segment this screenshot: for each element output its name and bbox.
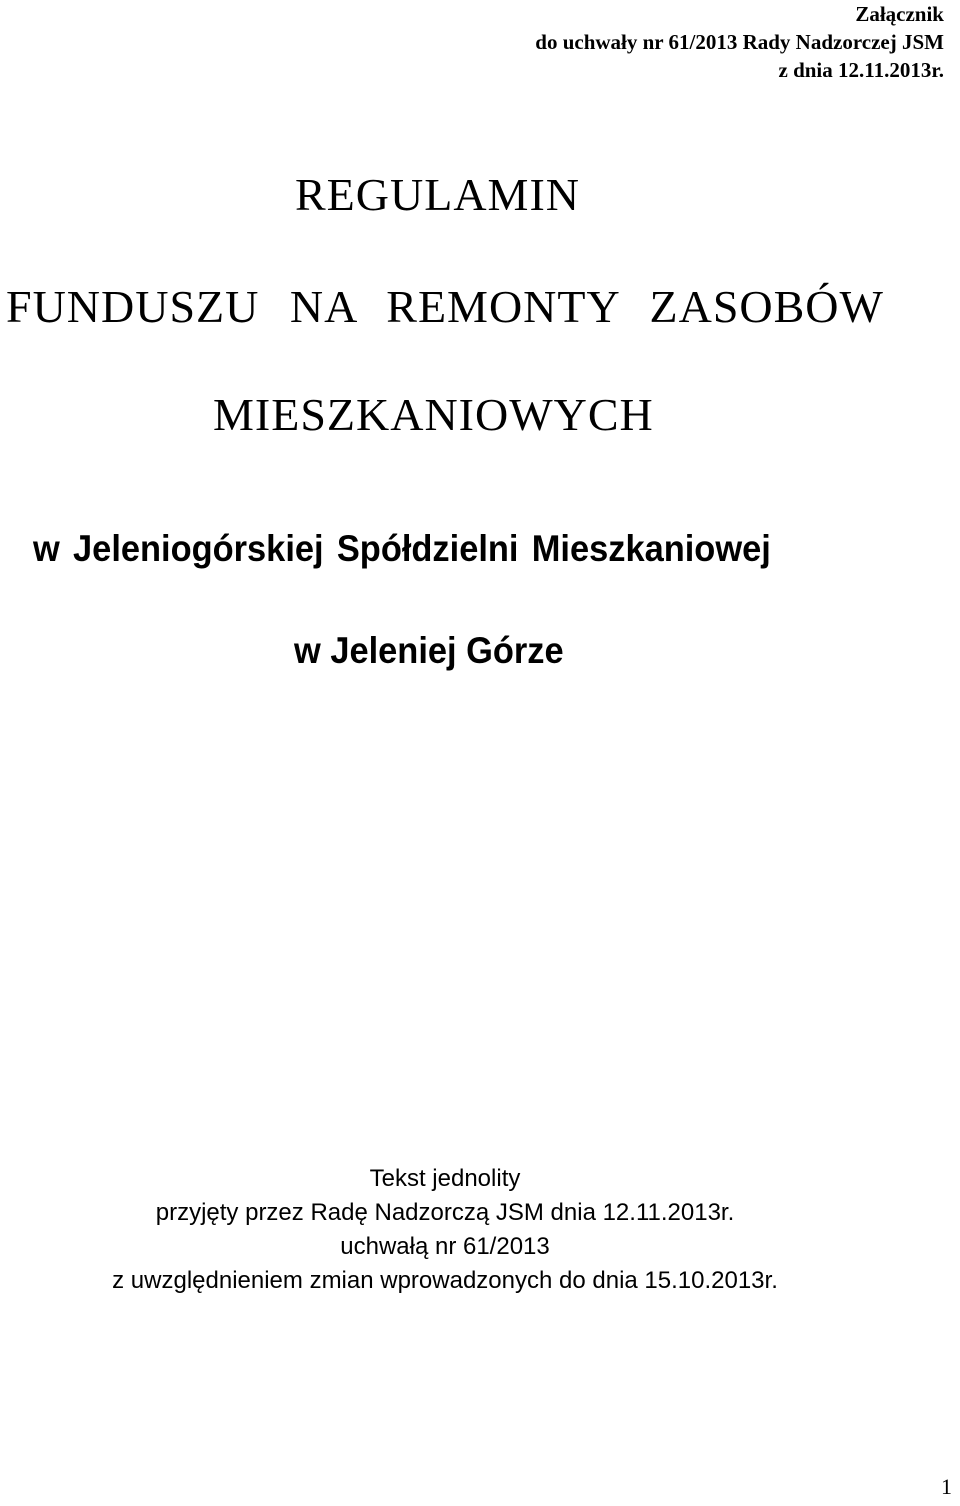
footer-line-consolidated: Tekst jednolity xyxy=(369,1165,521,1192)
resolution-date: z dnia 12.11.2013r. xyxy=(778,58,944,82)
document-title: REGULAMIN xyxy=(295,169,580,220)
cooperative-name: w Jeleniogórskiej Spółdzielni Mieszkaniowej xyxy=(33,528,771,569)
page-number: 1 xyxy=(941,1474,952,1499)
document-subtitle-housing: MIESZKANIOWYCH xyxy=(213,389,654,440)
consolidated-text-note xyxy=(0,1162,890,1298)
footer-line-amendments: z uwzględnieniem zmian wprowadzonych do dnia 15.10.2013r. xyxy=(112,1267,778,1294)
attachment-header xyxy=(535,0,944,84)
footer-line-adopted: przyjęty przez Radę Nadzorczą JSM dnia 12.11.2013r. xyxy=(155,1199,735,1226)
attachment-label: Załącznik xyxy=(855,2,944,26)
resolution-reference: do uchwały nr 61/2013 Rady Nadzorczej JSM xyxy=(535,30,944,54)
document-subtitle-fund: FUNDUSZU NA REMONTY ZASOBÓW xyxy=(6,281,884,332)
city-name: w Jeleniej Górze xyxy=(294,630,564,671)
footer-line-resolution: uchwałą nr 61/2013 xyxy=(340,1233,550,1260)
